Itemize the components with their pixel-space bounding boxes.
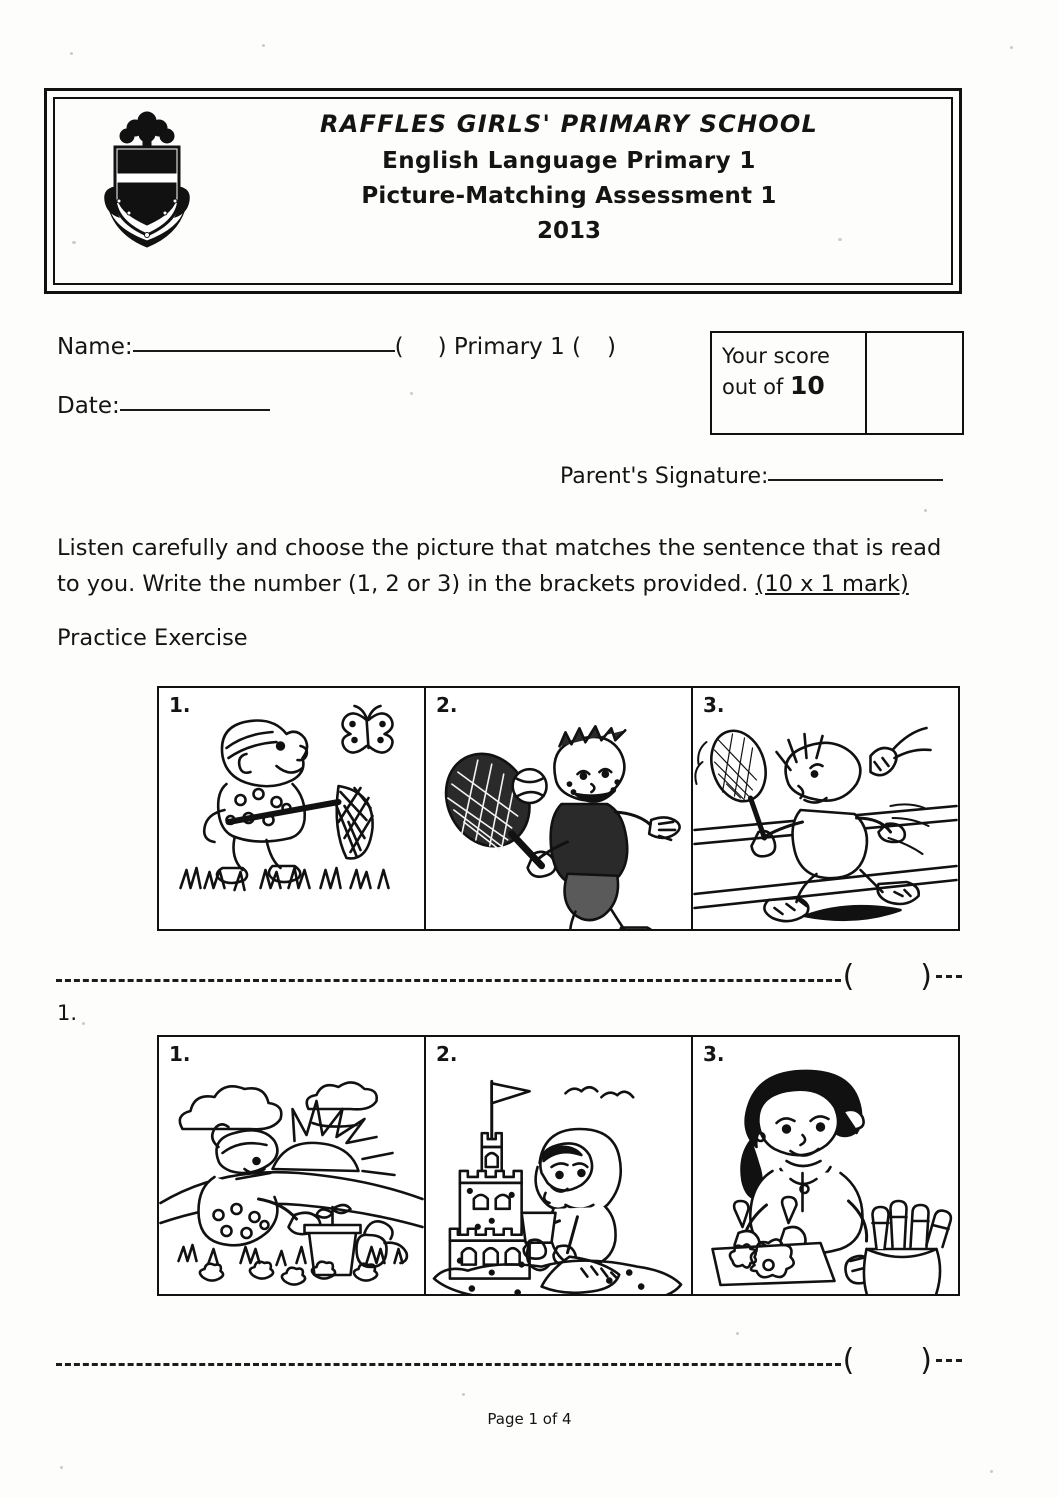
boy-playing-badminton-icon <box>693 688 958 929</box>
question-1-answer-dashes <box>56 1363 841 1366</box>
boy-playing-tennis-icon <box>426 688 691 929</box>
score-label-cell <box>712 333 867 433</box>
class-close-bracket: ) <box>607 334 616 360</box>
date-row <box>57 391 270 421</box>
question-1-answer-dash-tail <box>936 1359 962 1362</box>
practice-answer-close-bracket: ) <box>920 959 932 994</box>
subject-line: English Language Primary 1 <box>382 148 756 174</box>
picture-option[interactable] <box>159 688 426 929</box>
score-box <box>710 331 964 435</box>
question-1-answer-row <box>56 1343 962 1381</box>
practice-picture-row <box>157 686 960 931</box>
practice-answer-dash-tail <box>936 975 962 978</box>
header-titles <box>197 109 941 246</box>
assessment-year: 2013 <box>536 218 601 244</box>
marks-note: (10 x 1 mark) <box>755 571 909 597</box>
parent-signature-input[interactable] <box>768 479 943 481</box>
picture-option[interactable] <box>693 1037 958 1294</box>
picture-option[interactable] <box>159 1037 426 1294</box>
page-footer: Page 1 of 4 <box>487 1410 572 1428</box>
picture-option[interactable] <box>693 688 958 929</box>
girl-gardening-icon <box>159 1037 424 1294</box>
picture-option[interactable] <box>426 1037 693 1294</box>
score-out-of-text: out of <box>722 375 790 399</box>
score-total: 10 <box>789 371 825 400</box>
practice-answer-open-bracket: ( <box>842 959 855 994</box>
girl-colouring-icon <box>693 1037 958 1294</box>
parent-signature-row <box>560 462 943 492</box>
date-label: Date: <box>57 393 120 419</box>
parent-signature-label: Parent's Signature: <box>560 464 769 489</box>
name-row <box>57 332 616 362</box>
picture-option-label: 2. <box>436 693 458 717</box>
name-input[interactable] <box>133 350 395 352</box>
school-crest-icon <box>99 109 195 259</box>
assessment-line: Picture-Matching Assessment 1 <box>361 183 777 209</box>
picture-option-label: 1. <box>169 693 191 717</box>
picture-option-label: 2. <box>436 1042 458 1066</box>
question-number: 1. <box>57 1001 78 1025</box>
picture-option[interactable] <box>426 688 693 929</box>
picture-option-label: 3. <box>703 1042 725 1066</box>
name-label: Name: <box>57 334 133 360</box>
date-input[interactable] <box>120 409 270 411</box>
practice-answer-row <box>56 959 962 997</box>
score-label-line2 <box>722 371 865 402</box>
practice-exercise-label: Practice Exercise <box>57 625 248 651</box>
class-open-bracket: ( <box>572 334 582 360</box>
girl-with-butterfly-net-icon <box>159 688 424 929</box>
instructions-body: Listen carefully and choose the picture that matches the sentence that is read to you. Write the number (1, 2 or 3) in the brackets provided. <box>57 535 942 597</box>
score-value-cell[interactable] <box>867 333 962 433</box>
picture-option-label: 1. <box>169 1042 191 1066</box>
question-1-picture-row <box>157 1035 960 1296</box>
school-name: RAFFLES GIRLS' PRIMARY SCHOOL <box>320 110 818 138</box>
question-1-answer-close-bracket: ) <box>920 1343 932 1378</box>
question-1-answer-open-bracket: ( <box>842 1343 855 1378</box>
picture-option-label: 3. <box>703 693 725 717</box>
instructions-text <box>57 530 957 602</box>
score-label-line1: Your score <box>722 344 830 368</box>
girl-building-sandcastle-icon <box>426 1037 691 1294</box>
practice-answer-dashes <box>56 979 841 982</box>
name-index-close-bracket: ) <box>437 334 447 360</box>
header-box <box>44 88 962 294</box>
name-index-open-bracket: ( <box>394 334 404 360</box>
class-label: Primary 1 <box>453 334 565 360</box>
